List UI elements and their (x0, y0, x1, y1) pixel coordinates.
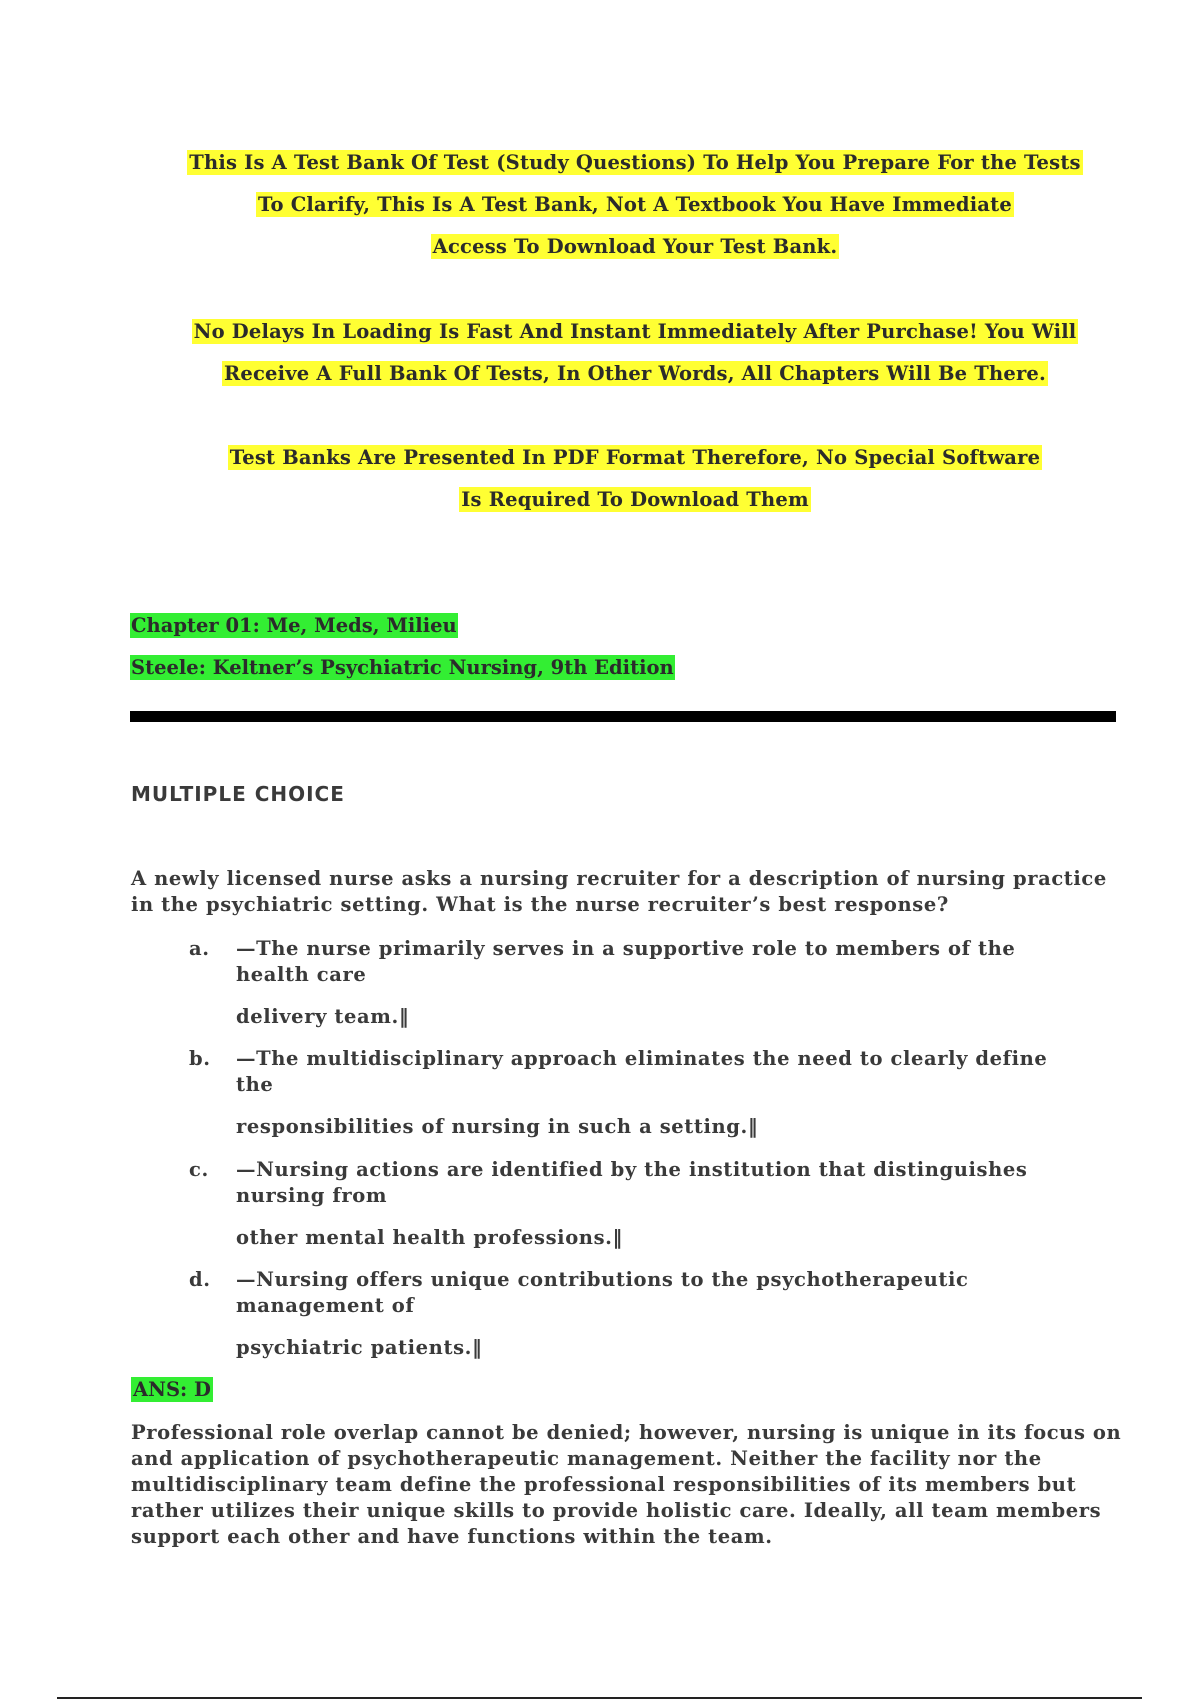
section-heading: MULTIPLE CHOICE (131, 782, 345, 806)
intro-line: Is Required To Download Them (461, 488, 809, 511)
rationale-text: Professional role overlap cannot be denied; however, nursing is unique in its focus on and application of psychotherapeutic management. Neither the facility nor the multidisciplinary team define the professional responsibilities of its members but rather utilizes their unique skills to provide holistic care. Ideally, all team members support each other and have functions within the team. (131, 1421, 1122, 1548)
footer-divider (57, 1697, 1142, 1699)
option-continuation: other mental health professions.‖ (236, 1226, 623, 1249)
option-continuation: delivery team.‖ (236, 1005, 410, 1028)
intro-paragraph-2 (130, 311, 1140, 395)
section-divider (130, 711, 1116, 722)
intro-line: Access To Download Your Test Bank. (432, 235, 838, 258)
intro-line: Receive A Full Bank Of Tests, In Other Words, All Chapters Will Be There. (223, 362, 1047, 385)
option-letter: c. (189, 1158, 209, 1181)
intro-paragraph-3 (130, 437, 1140, 521)
option-continuation: psychiatric patients.‖ (236, 1336, 483, 1359)
book-title: Steele: Keltner’s Psychiatric Nursing, 9th Edition (131, 656, 674, 679)
chapter-title: Chapter 01: Me, Meds, Milieu (131, 614, 457, 637)
intro-line: No Delays In Loading Is Fast And Instant Immediately After Purchase! You Will (193, 320, 1077, 343)
option-letter: d. (189, 1268, 211, 1291)
intro-line: To Clarify, This Is A Test Bank, Not A Textbook You Have Immediate (258, 193, 1012, 216)
intro-line: This Is A Test Bank Of Test (Study Questions) To Help You Prepare For the Tests (189, 151, 1081, 174)
option-text: —The nurse primarily serves in a supportive role to members of the health care (236, 937, 1016, 986)
option-letter: a. (189, 937, 210, 960)
intro-paragraph-1 (130, 142, 1140, 268)
option-text: —The multidisciplinary approach eliminates the need to clearly define the (236, 1047, 1048, 1096)
answer-key (131, 1377, 213, 1403)
intro-line: Test Banks Are Presented In PDF Format Therefore, No Special Software (229, 446, 1041, 469)
chapter-header (130, 605, 675, 689)
option-continuation: responsibilities of nursing in such a setting.‖ (236, 1115, 759, 1138)
option-text: —Nursing offers unique contributions to the psychotherapeutic management of (236, 1268, 969, 1317)
answer-label: ANS: D (133, 1378, 211, 1401)
option-letter: b. (189, 1047, 211, 1070)
option-text: —Nursing actions are identified by the institution that distinguishes nursing from (236, 1158, 1028, 1207)
question-stem: A newly licensed nurse asks a nursing recruiter for a description of nursing practice in the psychiatric setting. What is the nurse recruiter’s best response? (131, 867, 1107, 916)
